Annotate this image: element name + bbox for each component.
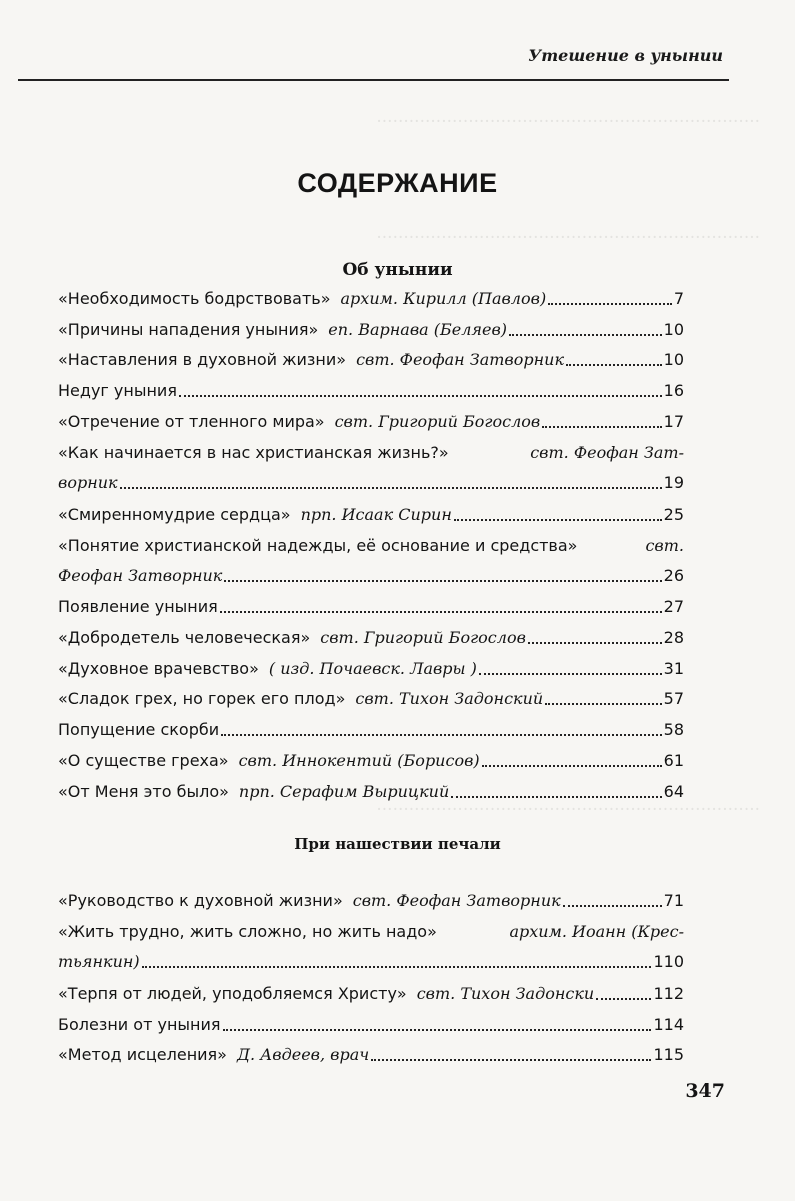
dot-leader: [223, 1029, 652, 1031]
dot-leader: [548, 303, 672, 305]
entry-page: 26: [663, 566, 684, 585]
entry-title: «Руководство к духовной жизни»: [58, 891, 343, 910]
toc-entry[interactable]: [58, 320, 684, 340]
entry-title: Болезни от уныния: [58, 1015, 221, 1034]
toc-entry[interactable]: [58, 350, 684, 370]
toc-entry[interactable]: [58, 659, 684, 679]
entry-author: еп. Варнава (Беляев): [328, 320, 508, 339]
dot-leader: [371, 1059, 651, 1061]
show-through: ·······································································: [376, 112, 760, 132]
page-number: 347: [685, 1080, 725, 1102]
dot-leader: [221, 734, 662, 736]
entry-author: архим. Кирилл (Павлов): [340, 289, 547, 308]
toc-entry[interactable]: [58, 505, 684, 525]
entry-author: свт. Феофан Затворник: [356, 350, 565, 369]
entry-title: «Причины нападения уныния»: [58, 320, 319, 339]
entry-title: «Необходимость бодрствовать»: [58, 289, 331, 308]
toc-entry[interactable]: [58, 381, 684, 401]
entry-page: 110: [653, 952, 684, 971]
show-through: ·······································································: [376, 800, 760, 820]
entry-page: 71: [663, 891, 684, 910]
entry-page: 16: [663, 381, 684, 400]
entry-title: «О существе греха»: [58, 751, 229, 770]
entry-author: прп. Исаак Сирин: [300, 505, 452, 524]
dot-leader: [220, 611, 662, 613]
toc-entry[interactable]: [58, 289, 684, 309]
toc-entry[interactable]: [58, 751, 684, 771]
dot-leader: [482, 765, 662, 767]
show-through: ·······································································: [376, 228, 760, 248]
section-heading: При нашествии печали: [294, 835, 501, 853]
entry-title: «Жить трудно, жить сложно, но жить надо»: [58, 922, 437, 941]
entry-page: 27: [663, 597, 684, 616]
entry-author: свт. Тихон Задонски: [416, 984, 595, 1003]
entry-title: «Понятие христианской надежды, её основание и средства»: [58, 536, 578, 555]
dot-leader: [596, 998, 651, 1000]
toc-entry[interactable]: [58, 720, 684, 740]
toc-entry[interactable]: [58, 412, 684, 432]
entry-title: «Сладок грех, но горек его плод»: [58, 689, 346, 708]
entry-page: 7: [673, 289, 684, 308]
entry-page: 10: [663, 350, 684, 369]
dot-leader: [142, 966, 652, 968]
entry-title: «Как начинается в нас христианская жизнь?»: [58, 443, 449, 462]
entry-title: «Духовное врачевство»: [58, 659, 259, 678]
entry-author: Д. Авдеев, врач: [236, 1045, 370, 1064]
entry-title: «Отречение от тленного мира»: [58, 412, 325, 431]
entry-title: «Добродетель человеческая»: [58, 628, 311, 647]
entry-page: 64: [663, 782, 684, 801]
dot-leader: [224, 580, 661, 582]
toc-entry[interactable]: [58, 536, 684, 586]
entry-page: 58: [663, 720, 684, 739]
entry-title: «От Меня это было»: [58, 782, 229, 801]
entry-page: 31: [663, 659, 684, 678]
entry-author: свт. Тихон Задонский: [355, 689, 544, 708]
toc-entry[interactable]: [58, 628, 684, 648]
dot-leader: [563, 905, 662, 907]
entry-author: архим. Иоанн (Крес-: [509, 922, 684, 941]
dot-leader: [528, 642, 662, 644]
entry-author: свт. Григорий Богослов: [320, 628, 526, 647]
entry-page: 19: [663, 473, 684, 492]
entry-title: «Метод исцеления»: [58, 1045, 227, 1064]
entry-author: свт. Феофан Затворник: [352, 891, 561, 910]
toc-entry[interactable]: [58, 891, 684, 911]
dot-leader: [179, 395, 662, 397]
entry-page: 115: [653, 1045, 684, 1064]
entry-page: 114: [653, 1015, 684, 1034]
toc-entry[interactable]: [58, 689, 684, 709]
entry-author: свт. Григорий Богослов: [334, 412, 541, 431]
toc-entry[interactable]: [58, 922, 684, 972]
entry-page: 25: [663, 505, 684, 524]
entry-title: Появление уныния: [58, 597, 218, 616]
contents-title: СОДЕРЖАНИЕ: [297, 168, 498, 198]
dot-leader: [545, 703, 661, 705]
dot-leader: [454, 519, 662, 521]
toc-entry[interactable]: [58, 597, 684, 617]
entry-author-continued: ворник: [58, 473, 118, 492]
entry-page: 61: [663, 751, 684, 770]
running-head: Утешение в унынии: [528, 46, 723, 65]
entry-page: 17: [663, 412, 684, 431]
entry-author: свт. Феофан Зат-: [530, 443, 684, 462]
entry-title: Попущение скорби: [58, 720, 220, 739]
entry-title: «Терпя от людей, уподобляемся Христу»: [58, 984, 407, 1003]
entry-page: 10: [663, 320, 684, 339]
dot-leader: [451, 796, 661, 798]
entry-author-continued: Феофан Затворник: [58, 566, 223, 585]
toc-entry[interactable]: [58, 984, 684, 1004]
header-rule: [18, 79, 729, 81]
toc-entry[interactable]: [58, 782, 684, 802]
dot-leader: [120, 487, 662, 489]
entry-author: ( изд. Почаевск. Лавры ): [268, 659, 477, 678]
entry-page: 112: [653, 984, 684, 1003]
entry-title: Недуг уныния: [58, 381, 177, 400]
entry-title: «Наставления в духовной жизни»: [58, 350, 347, 369]
dot-leader: [542, 426, 661, 428]
toc-entry[interactable]: [58, 1015, 684, 1035]
entry-author: свт.: [645, 536, 684, 555]
section-heading: Об унынии: [342, 260, 453, 280]
toc-entry[interactable]: [58, 443, 684, 493]
entry-author: свт. Иннокентий (Борисов): [238, 751, 480, 770]
dot-leader: [509, 334, 662, 336]
toc-entry[interactable]: [58, 1045, 684, 1065]
entry-author: прп. Серафим Вырицкий: [238, 782, 450, 801]
entry-page: 57: [663, 689, 684, 708]
entry-title: «Смиренномудрие сердца»: [58, 505, 291, 524]
entry-author-continued: тьянкин): [58, 952, 140, 971]
dot-leader: [566, 364, 662, 366]
entry-page: 28: [663, 628, 684, 647]
dot-leader: [479, 673, 662, 675]
